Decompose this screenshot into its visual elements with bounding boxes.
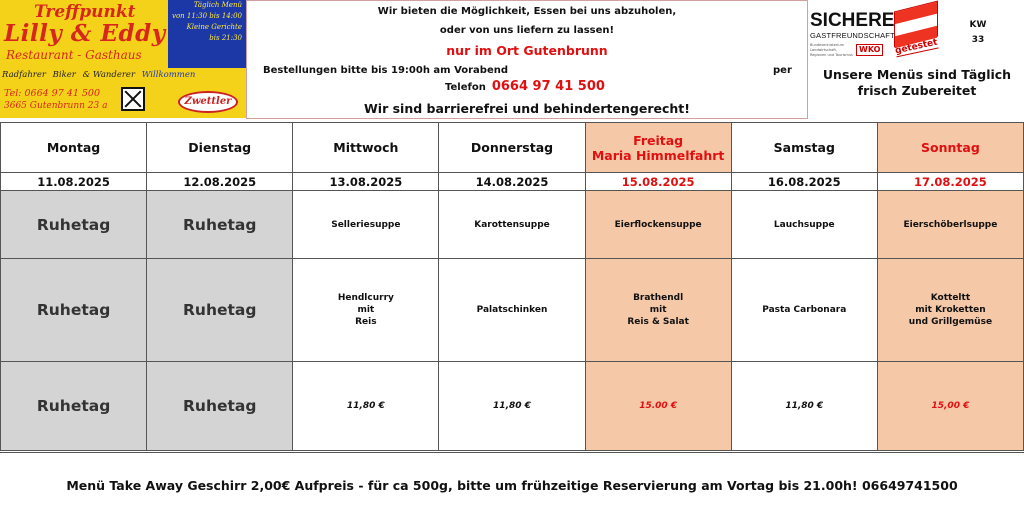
fresh-menus-line-1: Unsere Menüs sind Täglich <box>822 67 1012 82</box>
price-cell: 11,80 € <box>293 362 439 451</box>
weekday-cell: Donnerstag <box>439 123 585 173</box>
hours-line: Kleine Gerichte <box>186 23 242 31</box>
guest-welcome: Willkommen <box>141 70 196 80</box>
weekday-cell: Montag <box>1 123 147 173</box>
price-cell: 15.00 € <box>585 362 731 451</box>
date-cell: 17.08.2025 <box>877 173 1023 191</box>
soup-cell: Eierschöberlsuppe <box>877 191 1023 259</box>
soup-cell: Ruhetag <box>1 191 147 259</box>
price-cell: Ruhetag <box>1 362 147 451</box>
main-course-cell: Brathendl mit Reis & Salat <box>585 259 731 362</box>
fresh-menus-line-2: frisch Zubereitet <box>857 83 977 98</box>
soup-cell: Selleriesuppe <box>293 191 439 259</box>
opening-hours-box <box>168 0 246 68</box>
order-phone <box>445 79 605 94</box>
delivery-area: nur im Ort Gutenbrunn <box>446 43 608 58</box>
guest-bikers: Biker <box>52 70 76 80</box>
badge-title: SICHERE <box>810 10 895 31</box>
restaurant-subtitle: Restaurant - Gasthaus <box>6 48 142 62</box>
logo-top-line: Treffpunkt <box>34 2 136 22</box>
soup-cell: Ruhetag <box>147 191 293 259</box>
weekly-menu-table <box>0 122 1024 451</box>
info-line-1: Wir bieten die Möglichkeit, Essen bei uns abzuholen, <box>377 6 677 17</box>
ministry-small-print: Bundesministerium Landwirtschaft, Regionen und Tourismus <box>810 43 853 57</box>
weekday-cell: Freitag Maria Himmelfahrt <box>585 123 731 173</box>
price-row <box>1 362 1024 451</box>
price-cell: 11,80 € <box>439 362 585 451</box>
weekday-cell: Mittwoch <box>293 123 439 173</box>
order-per: per <box>773 65 792 76</box>
beer-brand-logo: Zwettler <box>178 91 238 113</box>
main-course-cell: Ruhetag <box>1 259 147 362</box>
soup-cell: Lauchsuppe <box>731 191 877 259</box>
cutlery-icon <box>121 87 145 111</box>
safe-hospitality-badge <box>810 0 1024 119</box>
order-deadline: Bestellungen bitte bis 19:00h am Vorabend <box>263 65 509 76</box>
price-cell: Ruhetag <box>147 362 293 451</box>
hours-line: Täglich Menü <box>193 1 242 9</box>
date-row <box>1 173 1024 191</box>
price-cell: 15,00 € <box>877 362 1023 451</box>
date-cell: 11.08.2025 <box>1 173 147 191</box>
phone-label: Telefon <box>445 82 486 93</box>
delivery-info-box <box>246 0 808 119</box>
badge-subtitle: GASTFREUNDSCHAFT <box>810 31 895 40</box>
weekday-cell: Samstag <box>731 123 877 173</box>
main-course-cell: Ruhetag <box>147 259 293 362</box>
soup-row <box>1 191 1024 259</box>
main-course-cell: Kotteltt mit Kroketten und Grillgemüse <box>877 259 1023 362</box>
soup-cell: Karottensuppe <box>439 191 585 259</box>
main-course-cell: Palatschinken <box>439 259 585 362</box>
info-line-2: oder von uns liefern zu lassen! <box>439 25 615 36</box>
wko-logo: WKO <box>856 44 883 56</box>
main-course-cell: Hendlcurry mit Reis <box>293 259 439 362</box>
logo-address: 3665 Gutenbrunn 23 a <box>4 101 108 111</box>
accessibility-note: Wir sind barrierefrei und behindertengerecht! <box>364 101 690 116</box>
price-cell: 11,80 € <box>731 362 877 451</box>
restaurant-name: Lilly & Eddy <box>4 20 166 47</box>
phone-number: 0664 97 41 500 <box>491 79 605 94</box>
date-cell: 12.08.2025 <box>147 173 293 191</box>
guest-cyclists: Radfahrer <box>2 70 46 80</box>
main-course-cell: Pasta Carbonara <box>731 259 877 362</box>
soup-cell: Eierflockensuppe <box>585 191 731 259</box>
weekday-cell: Dienstag <box>147 123 293 173</box>
guest-welcome-line <box>2 70 246 80</box>
hours-line: von 11:30 bis 14:00 <box>171 12 242 20</box>
guest-hikers: & Wanderer <box>82 70 136 80</box>
date-cell: 16.08.2025 <box>731 173 877 191</box>
date-cell: 13.08.2025 <box>293 173 439 191</box>
restaurant-logo <box>0 0 246 118</box>
weekday-row <box>1 123 1024 173</box>
date-cell: 14.08.2025 <box>439 173 585 191</box>
hours-line: bis 21:30 <box>209 34 242 42</box>
weekday-cell: Sonntag <box>877 123 1023 173</box>
main-course-row <box>1 259 1024 362</box>
logo-phone: Tel: 0664 97 41 500 <box>4 88 101 99</box>
tested-label: getestet <box>894 37 939 57</box>
week-label: KW <box>969 20 987 30</box>
date-cell: 15.08.2025 <box>585 173 731 191</box>
take-away-note: Menü Take Away Geschirr 2,00€ Aufpreis - für ca 500g, bitte um frühzeitige Reservierung am Vortag bis 21.00h! 06649741500 <box>0 452 1024 518</box>
week-number: 33 <box>971 35 985 45</box>
